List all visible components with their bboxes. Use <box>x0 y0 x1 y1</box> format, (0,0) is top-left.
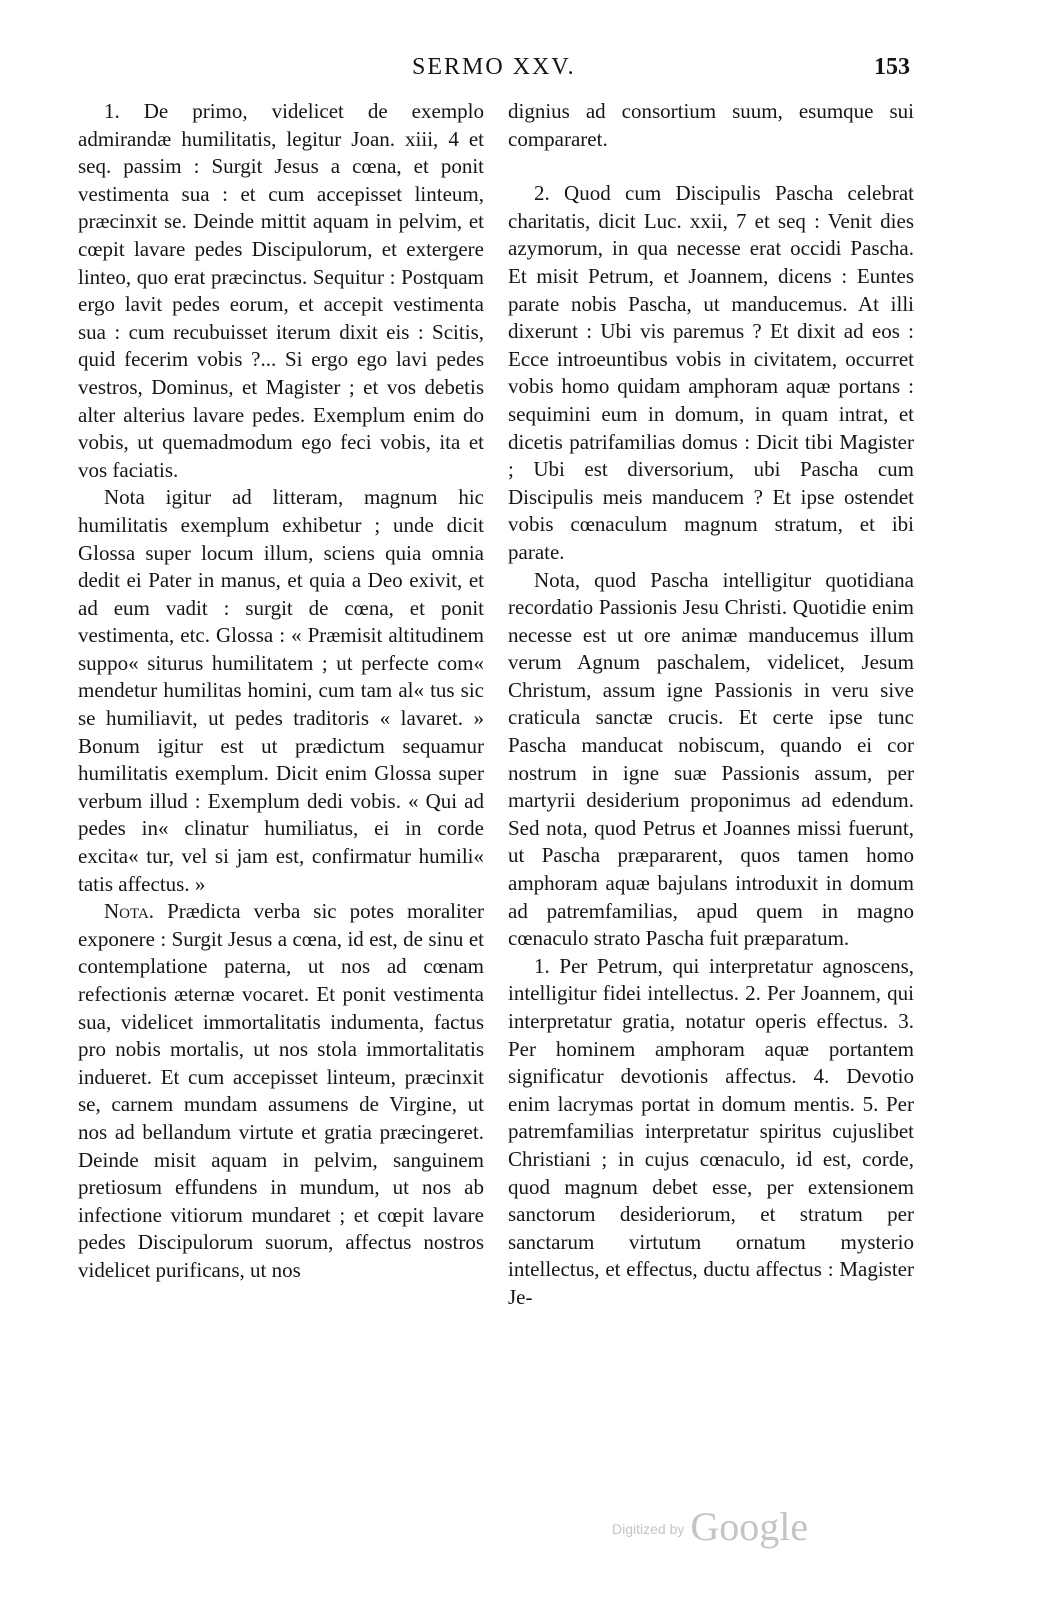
digitization-watermark <box>612 1503 808 1550</box>
google-logo: Google <box>690 1504 809 1549</box>
paragraph-5: Nota, quod Pascha intelligitur quotidiana recordatio Passionis Jesu Christi. Quotidie enim necesse est ut ore animæ manducemus illum verum Agnum paschalem, videlicet, Jesum Christum, assum igne Passionis in veru sive craticula sanctæ crucis. Et certe ipse tunc Pascha manducat nobiscum, quando ei cor nostrum in igne suæ Passionis assum, per martyrii desiderium proponimus ad edendum. Sed nota, quod Petrus et Joannes missi fuerunt, ut Pascha præpararent, quos tamen homo amphoram aquæ bajulans introduxit in domum ad patremfamilias, apud quem in magno cœnaculo strato Pascha fuit præparatum. <box>508 567 914 951</box>
page-number: 153 <box>874 54 910 80</box>
right-column <box>508 98 914 1312</box>
paragraph-3-text: Prædicta verba sic potes moraliter exponere : Surgit Jesus a cœna, id est, de sinu et contemplatione paterna, ut nos ad cœnam refectionis æternæ vocaret. Et ponit vestimenta sua, videlicet immortalitatis indumenta, factus pro nobis mortalis, ut nos stola immortalitatis indueret. Et cum accepisset linteum, præcinxit se, carnem mundam assumens de Virgine, ut nos ad bellandum virtute et gratia præcingeret. Deinde misit aquam in pelvim, sanguinem pretiosum effundens in mundum, ut nos ab infectione vitiorum mundaret ; et cœpit lavare pedes Discipulorum suorum, affectus nostros videlicet purificans, ut nos <box>78 899 485 1282</box>
running-head <box>0 54 1054 90</box>
paragraph-1: 1. De primo, videlicet de exemplo admirandæ humilitatis, legitur Joan. xiii, 4 et seq. passim : Surgit Jesus a cœna, et ponit vestimenta sua : et cum accepisset linteum, præcinxit se. Deinde mittit aquam in pelvim, et cœpit lavare pedes Discipulorum, et extergere linteo, quo erat præcinctus. Sequitur : Postquam ergo lavit pedes eorum, et accepit vestimenta sua : cum recubuisset iterum dixit eis : Scitis, quid fecerim vobis ?... Si ergo ego lavi pedes vestros, Dominus, et Magister ; et vos debetis alter alterius lavare pedes. Exemplum enim do vobis, ut quemadmodum ego feci vobis, ita et vos faciatis. <box>78 99 484 482</box>
left-column <box>78 98 484 1285</box>
paragraph-2: Nota igitur ad litteram, magnum hic humilitatis exemplum exhibetur ; unde dicit Glossa super locum illum, sciens quia omnia dedit ei Pater in manus, et quia a Deo exivit, et ad eum vadit : surgit de cœna, et ponit vestimenta, etc. Glossa : « Præmisit altitudinem suppo« siturus humilitatem ; ut perfecte com« mendetur humilitas homini, cum tam al« tus sic se humiliavit, ut pedes traditoris « lavaret. » Bonum igitur est ut prædictum sequamur humilitatis exemplum. Dicit enim Glossa super verbum illud : Exemplum dedi vobis. « Qui ad pedes in« clinatur humiliatus, ei in corde excita« tur, vel si jam est, confirmatur humili« tatis affectus. » <box>78 485 484 896</box>
paragraph-6: 1. Per Petrum, qui interpretatur agnoscens, intelligitur fidei intellectus. 2. Per Joannem, qui interpretatur gratia, notatur operis effectus. 3. Per hominem amphoram aquæ portantem significatur devotionis affectus. 4. Devotio enim lacrymas portat in domum mentis. 5. Per patremfamilias interpretatur spiritus cujuslibet Christiani ; in cujus cœnaculo, id est, corde, quod magnum debet esse, per extensionem sanctorum desideriorum, et stratum per sanctarum virtutum ornatum mysterio intellectus, et effectus, ductu affectus : Magister Je- <box>508 953 914 1309</box>
running-title: SERMO XXV. <box>412 54 576 80</box>
digitized-by-text: Digitized by <box>612 1521 685 1537</box>
nota-label: Nota. <box>104 899 155 924</box>
paragraph-continued: dignius ad consortium suum, esumque sui compararet. <box>508 99 914 151</box>
paragraph-3 <box>78 898 484 1284</box>
paragraph-4: 2. Quod cum Discipulis Pascha celebrat charitatis, dicit Luc. xxii, 7 et seq : Venit dies azymorum, in qua necesse erat occidi Pascha. Et misit Petrum, et Joannem, dicens : Euntes parate nobis Pascha, ut manducemus. At illi dixerunt : Ubi vis paremus ? Et dixit ad eos : Ecce introeuntibus vobis in civitatem, occurret vobis homo quidam amphoram aquæ portans : sequimini eum in domum, in quam intrat, et dicetis patrifamilias domus : Dicit tibi Magister ; Ubi est diversorium, ubi Pascha cum Discipulis meis manducem ? Et ipse ostendet vobis cœnaculum magnum stratum, et ibi parate. <box>508 181 914 564</box>
